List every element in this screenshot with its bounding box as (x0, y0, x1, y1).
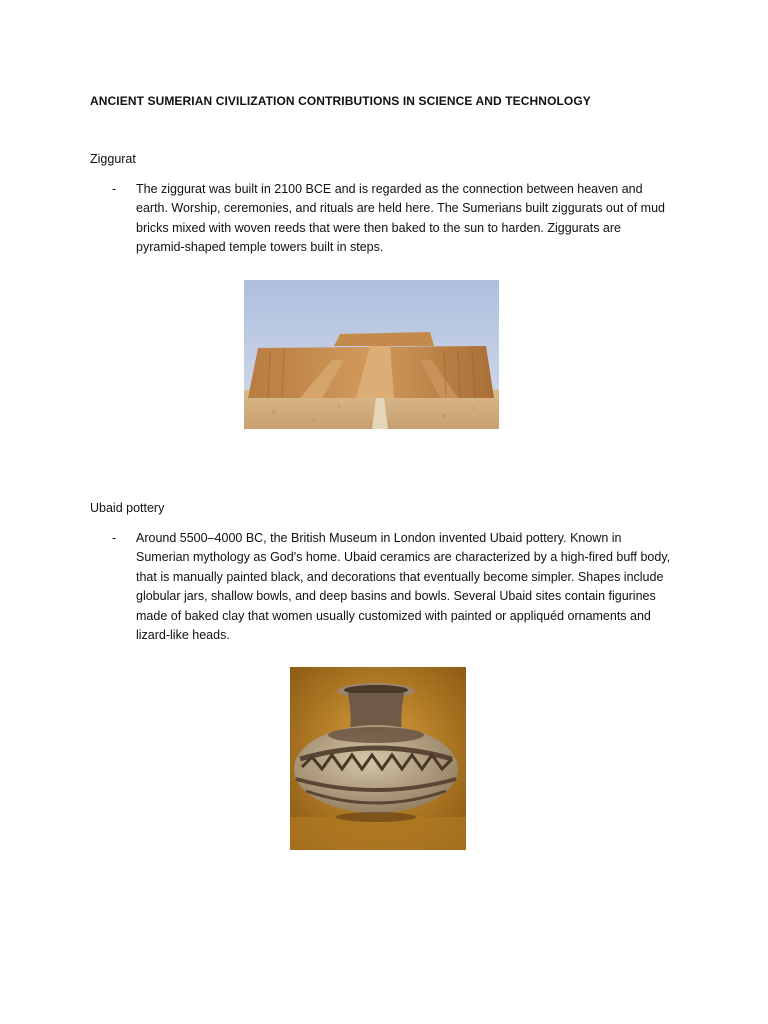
bullet-ubaid-pottery (112, 529, 672, 645)
section-heading-ziggurat: Ziggurat (90, 152, 136, 166)
bullet-marker: - (112, 531, 117, 545)
bullet-text-ziggurat: The ziggurat was built in 2100 BCE and is regarded as the connection between heaven and earth. Worship, ceremonies, and rituals are held here. The Sumerians built ziggurats out of mud bricks mixed with woven reeds that were then baked to the sun to harden. Ziggurats are pyramid-shaped temple towers built in steps. (136, 182, 665, 255)
bullet-text-ubaid-pottery: Around 5500–4000 BC, the British Museum in London invented Ubaid pottery. Known in Sumerian mythology as God's home. Ubaid ceramics are characterized by a high-fired buff body, that is manually painted black, and decorations that eventually become simpler. Shapes include globular jars, shallow bowls, and deep basins and bowls. Several Ubaid sites contain figurines made of baked clay that women usually customized with painted or appliquéd ornaments and lizard-like heads. (136, 531, 671, 643)
document-title: ANCIENT SUMERIAN CIVILIZATION CONTRIBUTIONS IN SCIENCE AND TECHNOLOGY (90, 94, 591, 108)
bullet-ziggurat (112, 180, 672, 258)
bullet-marker: - (112, 182, 117, 196)
ubaid-pottery-photo (290, 667, 466, 850)
section-heading-ubaid-pottery: Ubaid pottery (90, 501, 165, 515)
ziggurat-photo (244, 280, 499, 429)
